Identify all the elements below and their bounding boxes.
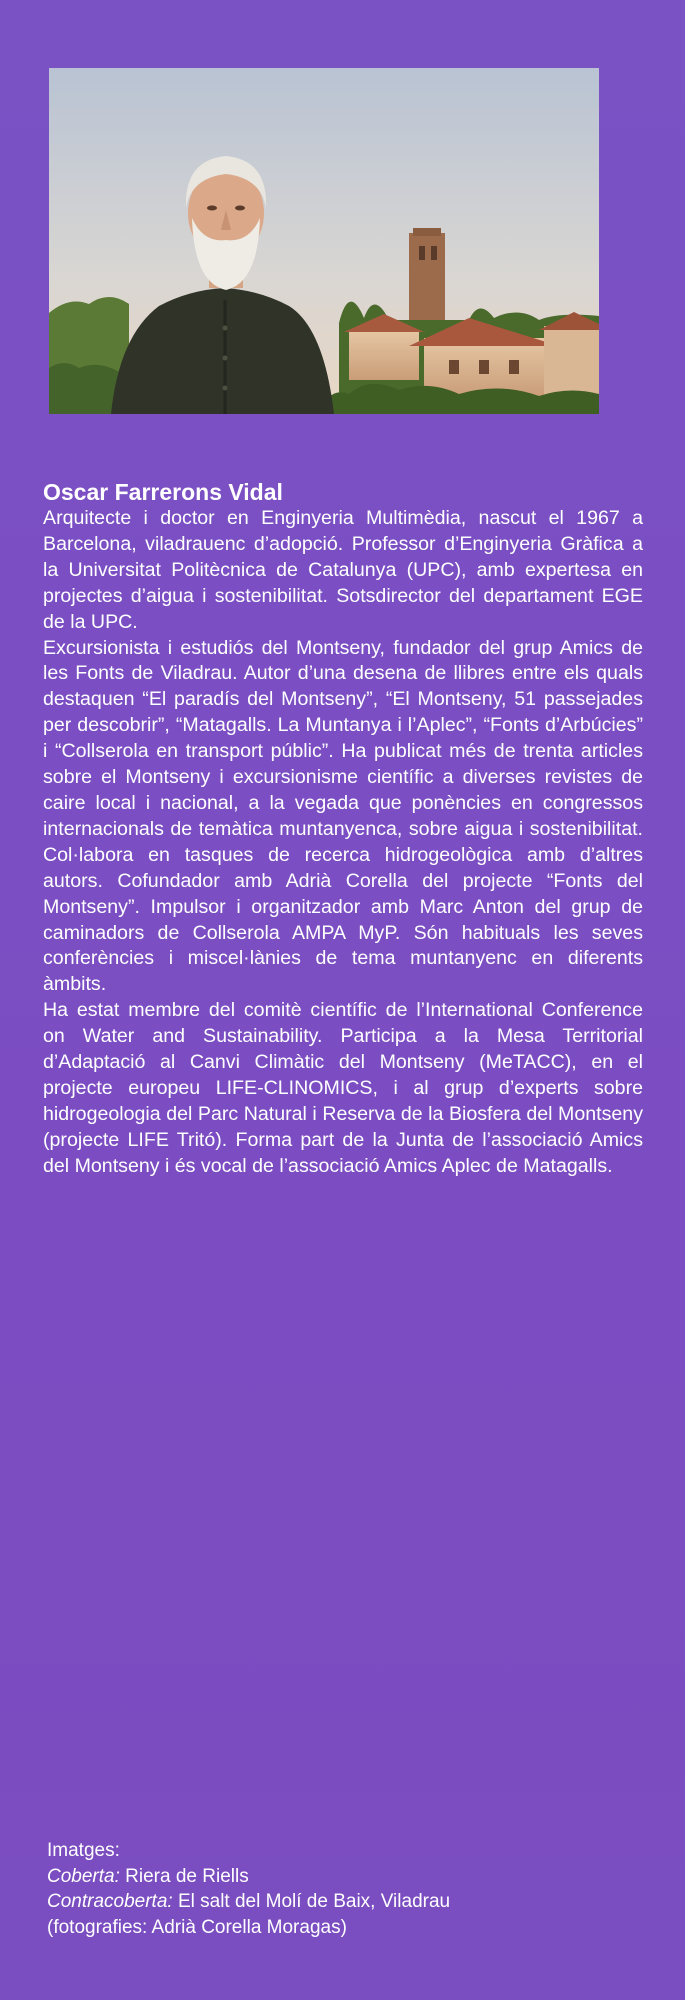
bio-paragraph: Arquitecte i doctor en Enginyeria Multimèdia, nascut el 1967 a Barcelona, viladrauenc d’adopció. Professor d’Enginyeria Gràfica a la Universitat Politècnica de Catalunya (UPC), amb expertesa en projectes d’aigua i sostenibilitat. Sotsdirector del departament EGE de la UPC. [43,507,643,633]
cover-credit-value: Riera de Riells [125,1865,249,1887]
photographer-credit: (fotografies: Adrià Corella Moragas) [47,1916,347,1938]
image-credits [47,1838,647,1940]
back-cover-credit-label: Contracoberta: [47,1891,173,1912]
author-name: Oscar Farrerons Vidal [43,479,283,505]
author-portrait-photo [49,68,599,414]
back-cover-credit [47,1889,647,1915]
back-cover-credit-value: El salt del Molí de Baix, Viladrau [177,1891,451,1912]
cover-credit-label: Coberta: [47,1865,120,1887]
bio-paragraph: Excursionista i estudiós del Montseny, fundador del grup Amics de les Fonts de Viladrau. Autor d’una desena de llibres entre els quals destaquen “El paradís del Montseny”, “El Montseny, 51 passejades per descobrir”, “Matagalls. La Muntanya i l’Aplec”, “Fonts d’Arbúcies” i “Collserola en transport públic”. Ha publicat més de trenta articles sobre el Montseny i excursionisme científic a diverses revistes de caire local i nacional, a la vegada que ponències en congressos internacionals de temàtica muntanyenca, sobre aigua i sostenibilitat. Col·labora en tasques de recerca hidrogeològica amb d’altres autors. Cofundador amb Adrià Corella del projecte “Fonts del Montseny”. Impulsor i organitzador amb Marc Anton del grup de caminadors de Collserola AMPA MyP. Són habituals les seves conferències i miscel·lànies de tema muntanyenc en diferents àmbits. [43,636,643,996]
bio-paragraph: Ha estat membre del comitè científic de l’International Conference on Water and Sustainability. Participa a la Mesa Territorial d’Adaptació al Canvi Climàtic del Montseny (MeTACC), en el projecte europeu LIFE-CLINOMICS, i al grup d’experts sobre hidrogeologia del Parc Natural i Reserva de la Biosfera del Montseny (projecte LIFE Tritó). Forma part de la Junta de l’associació Amics del Montseny i és vocal de l’associació Amics Aplec de Matagalls. [43,999,643,1177]
author-biography [43,478,643,1180]
credits-heading: Imatges: [47,1840,120,1861]
cover-credit [47,1864,647,1890]
portrait-illustration [49,68,599,414]
